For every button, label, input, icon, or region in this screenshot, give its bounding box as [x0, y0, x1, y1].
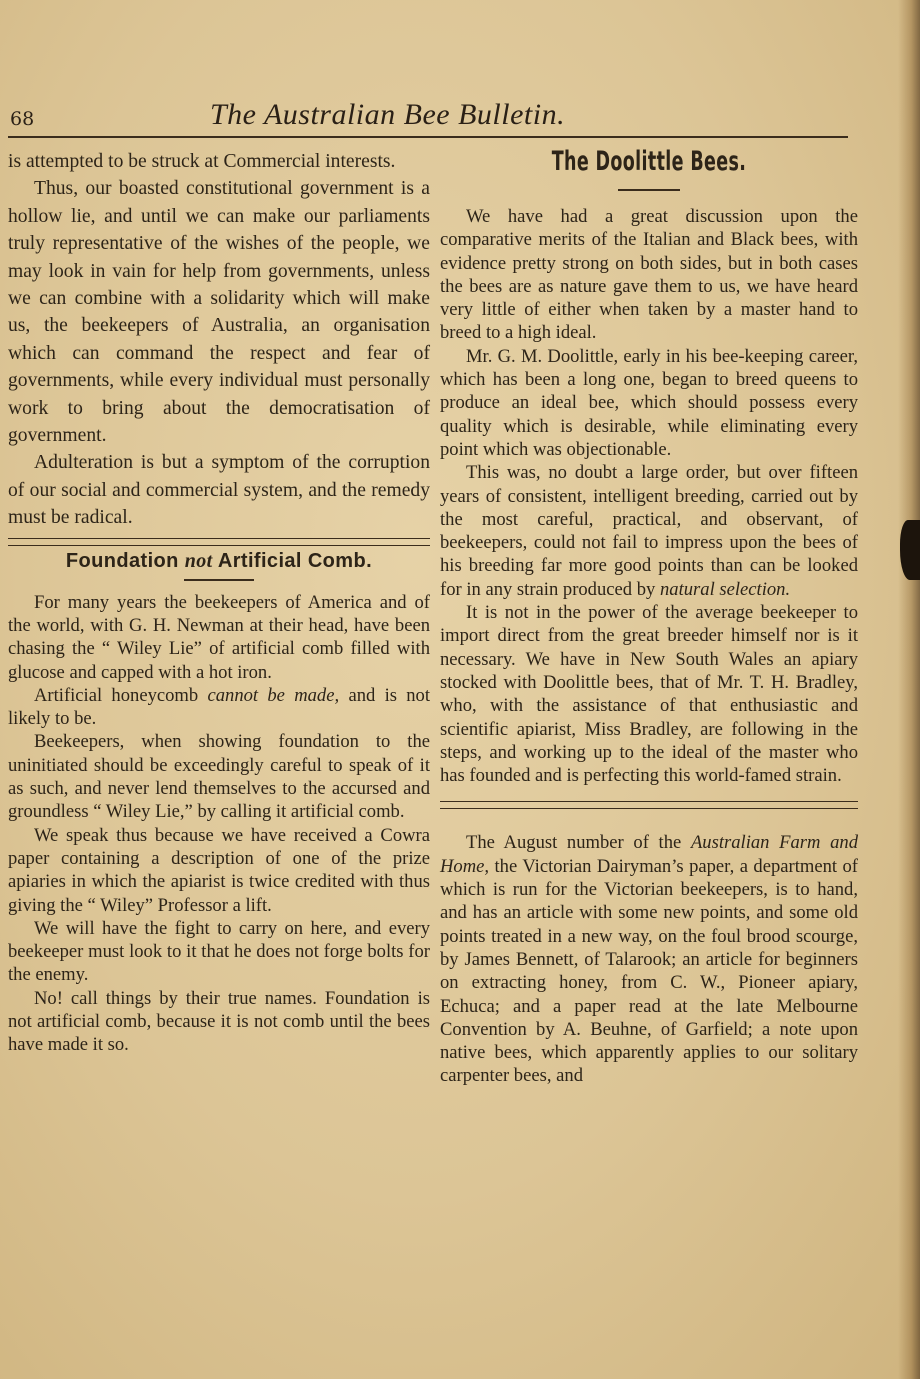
left-column — [8, 148, 430, 1057]
text-span: The August number of the — [466, 832, 682, 854]
text-span: and is not likely to be. — [8, 684, 431, 730]
title-underline — [618, 189, 680, 191]
text-span: Artificial honeycomb — [34, 684, 199, 706]
doolittle-article-title: The Doolittle Bees. — [551, 146, 747, 177]
italic-text: Australian Farm and Home, — [440, 832, 858, 877]
paragraph: It is not in the power of the average beekeeper to import direct from the great breeder himself nor is it necessary. We have in New South Wales an apiary stocked with Doolittle bees, that of Mr. T. H. Bradley, who, with the assistance of that enthusiastic and scientific apiarist, Miss Bradley, are following in the steps, and working up to the ideal of the master who has founded and is perfecting this world-famed strain. — [440, 602, 858, 787]
title-part: Foundation — [65, 549, 179, 572]
right-column — [440, 146, 858, 1088]
paragraph — [8, 684, 430, 731]
title-underline — [184, 579, 254, 581]
paragraph: Adulteration is but a symptom of the corruption of our social and commercial system, and the remedy must be radical. — [8, 452, 430, 529]
paragraph: is attempted to be struck at Commercial interests. — [8, 151, 396, 172]
title-emphasis: not — [184, 549, 213, 572]
section-divider — [440, 801, 858, 809]
paragraph — [440, 831, 858, 1087]
paragraph: We speak thus because we have received a Cowra paper containing a description of one of the prize apiaries in which the apiarist is twice credited with thus giving the “ Wiley” Professor a lift. — [8, 824, 430, 916]
page-edge-shadow — [898, 0, 920, 1379]
paragraph: We will have the fight to carry on here, and every beekeeper must look to it that he does not forge bolts for the enemy. — [8, 917, 430, 986]
paragraph — [440, 461, 858, 601]
foundation-article-title — [8, 546, 430, 573]
paragraph: Thus, our boasted constitutional government is a hollow lie, and until we can make our parliaments truly representative of the wishes of the people, we may look in vain for help from governments, unless we can combine with a solidarity which will make us, the beekeepers of Australia, an organisation which can command the respect and fear of governments, while every individual must personally work to bring about the democratisation of government. — [8, 178, 430, 447]
paragraph: We have had a great discussion upon the comparative merits of the Italian and Black bees, with evidence pretty strong on both sides, but in both cases the bees are as nature gave them to us, we have heard very little of either when taken by a master hand to breed to a high ideal. — [440, 206, 858, 344]
paragraph: Mr. G. M. Doolittle, early in his bee-keeping career, which has been a long one, began to breed queens to produce an ideal bee, which should possess every quality which is desirable, while eliminating every point which was objectionable. — [440, 345, 858, 460]
paragraph: No! call things by their true names. Foundation is not artificial comb, because it is not comb until the bees have made it so. — [8, 987, 430, 1056]
italic-text: cannot be made, — [207, 684, 340, 706]
header-rule — [8, 136, 848, 138]
paragraph: Beekeepers, when showing foundation to the uninitiated should be exceedingly careful to speak of it as such, and never lend themselves to the accursed and groundless “ Wiley Lie,” by calling it artificial comb. — [8, 731, 430, 823]
page-number: 68 — [10, 108, 35, 130]
text-span: This was, no doubt a large order, but over fifteen years of consistent, intelligent breeding, carried out by the most careful, practical, and observant, of beekeepers, could not fail to impress upon the bees of his breeding far more good points than can be looked for in any strain produced by — [440, 462, 858, 600]
text-span: the Victorian Dairyman’s paper, a department of which is run for the Victorian beekeepers, is to hand, and has an article with some new points, and some old points treated in a new way, on the foul brood scourge, by James Bennett, of Talarook; an article for beginners on extracting honey, from C. W., Pioneer apiary, Echuca; and a paper read at the late Melbourne Convention by A. Beuhne, of Garfield; a note upon native bees, which apparently applies to our solitary carpenter bees, and — [440, 855, 858, 1087]
paragraph: For many years the beekeepers of America and of the world, with G. H. Newman at their head, have been chasing the “ Wiley Lie” of artificial comb filled with glucose and capped with a hot iron. — [8, 591, 430, 683]
title-part: Artificial Comb. — [217, 549, 373, 572]
running-title: The Australian Bee Bulletin. — [210, 98, 566, 131]
section-divider — [8, 538, 430, 546]
italic-text: natural selection. — [659, 578, 791, 600]
page-damage-mark — [900, 520, 920, 580]
